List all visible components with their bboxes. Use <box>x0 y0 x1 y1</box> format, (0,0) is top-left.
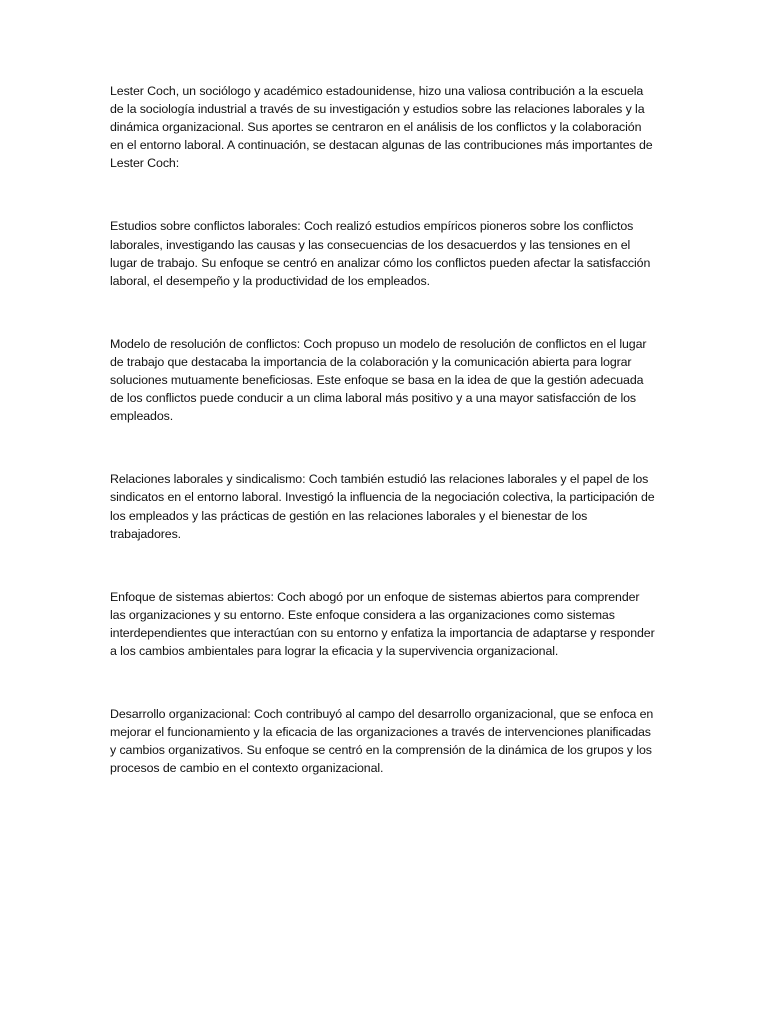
paragraph-relaciones-laborales: Relaciones laborales y sindicalismo: Coch también estudió las relaciones laborales y el papel de los sindicatos en el entorno laboral. Investigó la influencia de la negociación colectiva, la participación de los empleados y las prácticas de gestión en las relaciones laborales y el bienestar de los trabajadores. <box>110 472 655 541</box>
paragraph-estudios-conflictos: Estudios sobre conflictos laborales: Coch realizó estudios empíricos pioneros sobre los conflictos laborales, investigando las causas y las consecuencias de los desacuerdos y las tensiones en el lugar de trabajo. Su enfoque se centró en analizar cómo los conflictos pueden afectar la satisfacción laboral, el desempeño y la productividad de los empleados. <box>110 219 651 288</box>
intro-paragraph: Lester Coch, un sociólogo y académico estadounidense, hizo una valiosa contribución a la escuela de la sociología industrial a través de su investigación y estudios sobre las relaciones laborales y la dinámica organizacional. Sus aportes se centraron en el análisis de los conflictos y la colaboración en el entorno laboral. A continuación, se destacan algunas de las contribuciones más importantes de Lester Coch: <box>110 84 653 171</box>
document-page <box>110 82 658 822</box>
paragraph-modelo-resolucion: Modelo de resolución de conflictos: Coch propuso un modelo de resolución de conflictos en el lugar de trabajo que destacaba la importancia de la colaboración y la comunicación abierta para lograr soluciones mutuamente beneficiosas. Este enfoque se basa en la idea de que la gestión adecuada de los conflictos puede conducir a un clima laboral más positivo y a una mayor satisfacción de los empleados. <box>110 336 647 424</box>
paragraph-sistemas-abiertos: Enfoque de sistemas abiertos: Coch abogó por un enfoque de sistemas abiertos para comprender las organizaciones y su entorno. Este enfoque considera a las organizaciones como sistemas interdependientes que interactúan con su entorno y enfatiza la importancia de adaptarse y responder a los cambios ambientales para lograr la eficacia y la supervivencia organizacional. <box>110 589 655 658</box>
paragraph-desarrollo-organizacional: Desarrollo organizacional: Coch contribuyó al campo del desarrollo organizacional, que se enfoca en mejorar el funcionamiento y la eficacia de las organizaciones a través de intervenciones planificadas y cambios organizativos. Su enfoque se centró en la comprensión de la dinámica de los grupos y los procesos de cambio en el contexto organizacional. <box>110 707 654 776</box>
